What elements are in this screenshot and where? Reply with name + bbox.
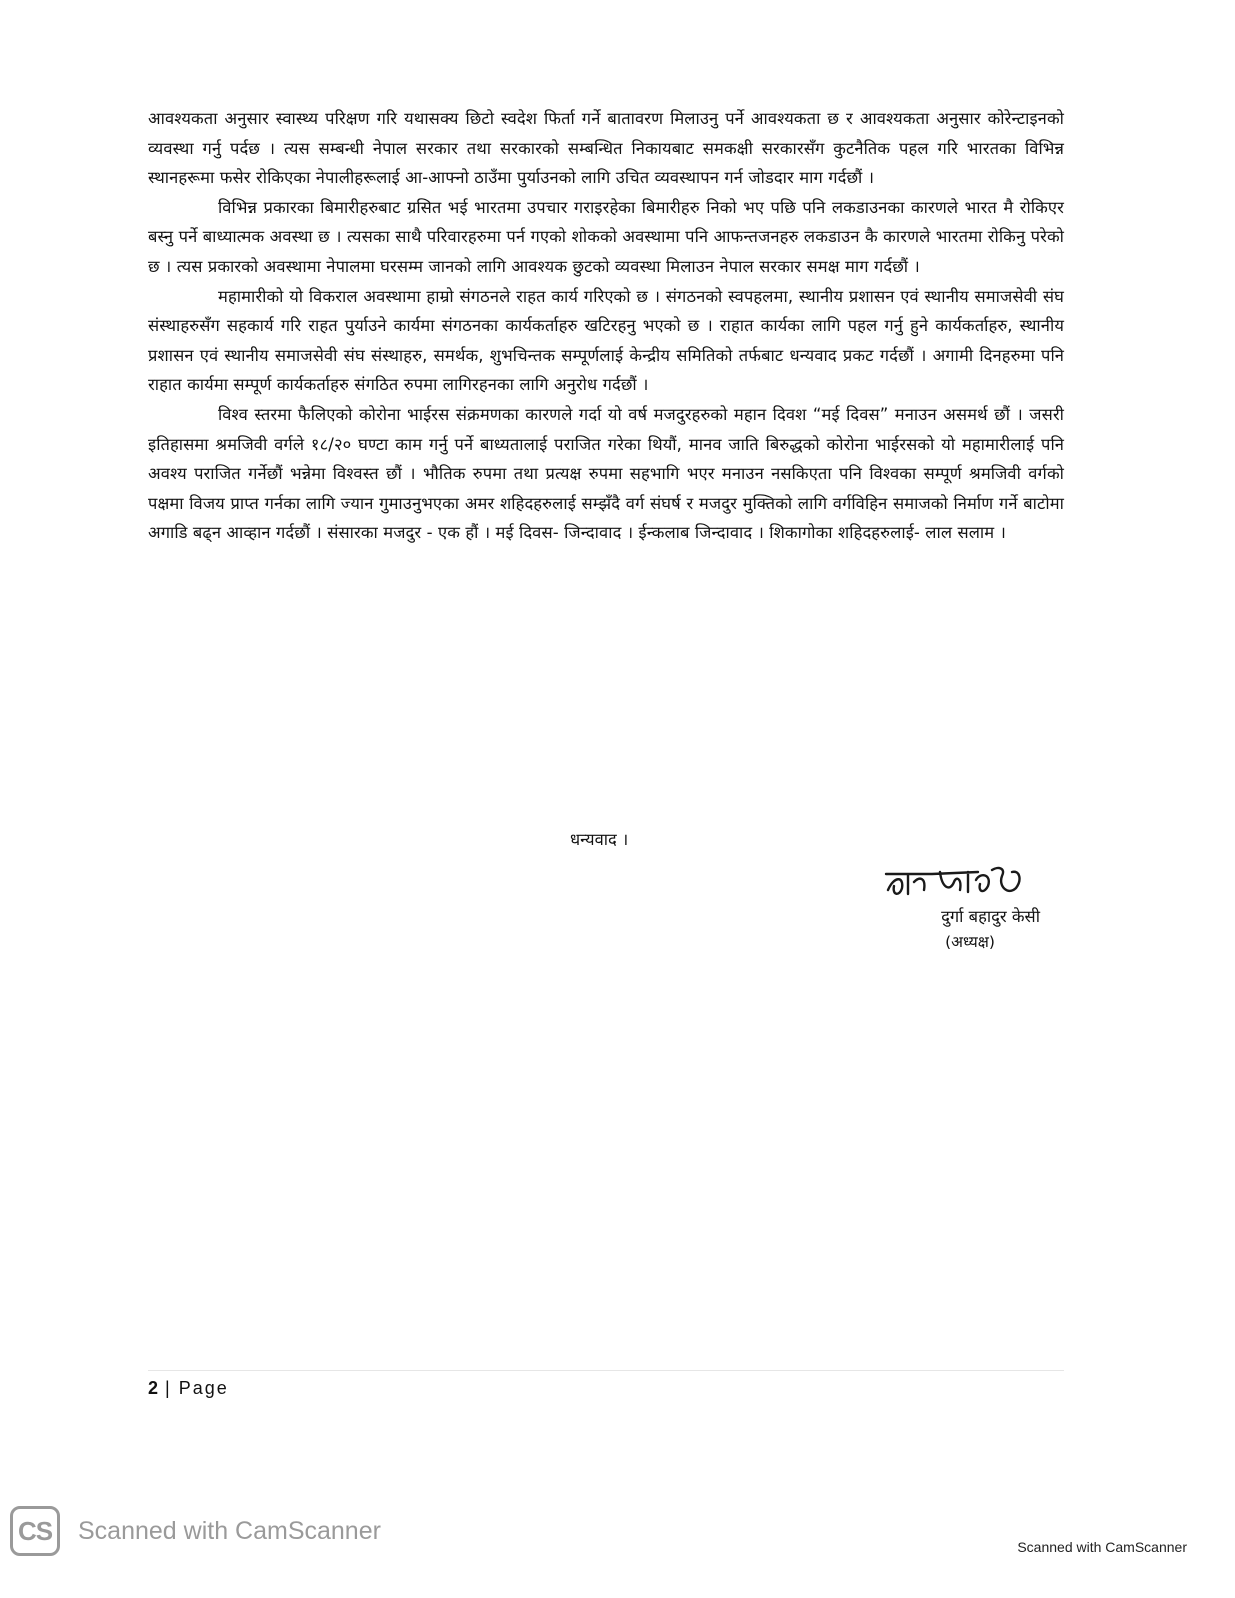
signer-name: दुर्गा बहादुर केसी <box>941 907 1040 926</box>
footer-divider <box>148 1370 1064 1371</box>
page-number-separator: | <box>165 1378 172 1398</box>
closing-thanks: धन्यवाद । <box>570 830 629 849</box>
camscanner-watermark <box>10 1503 381 1559</box>
camscanner-watermark-text: Scanned with CamScanner <box>78 1516 381 1545</box>
page-number-footer <box>148 1376 229 1400</box>
signer-title: (अध्यक्ष) <box>945 933 995 951</box>
paragraph-repatriation: आवश्यकता अनुसार स्वास्थ्य परिक्षण गरि यथासक्य छिटो स्वदेश फिर्ता गर्ने बातावरण मिलाउनु पर्ने आवश्यकता छ र आवश्यकता अनुसार कोरेन्टाइनको व्यवस्था गर्नु पर्दछ । त्यस सम्बन्धी नेपाल सरकार तथा सरकारको सम्बन्धित निकायबाट समकक्षी सरकारसँग कुटनैतिक पहल गरि भारतका विभिन्न स्थानहरूमा फसेर रोकिएका नेपालीहरूलाई आ-आफ्नो ठाउँमा पुर्याउनको लागि उचित व्यवस्थापन गर्न जोडदार माग गर्दछौं । <box>148 109 1064 188</box>
paragraph-relief-work: महामारीको यो विकराल अवस्थामा हाम्रो संगठनले राहत कार्य गरिएको छ । संगठनको स्वपहलमा, स्थानीय प्रशासन एवं स्थानीय समाजसेवी संघ संस्थाहरुसँग सहकार्य गरि राहत पुर्याउने कार्यमा संगठनका कार्यकर्ताहरु खटिरहनु भएको छ । राहात कार्यका लागि पहल गर्नु हुने कार्यकर्ताहरु, स्थानीय प्रशासन एवं स्थानीय समाजसेवी संघ संस्थाहरु, समर्थक, शुभचिन्तक सम्पूर्णलाई केन्द्रीय समितिको तर्फबाट धन्यवाद प्रकट गर्दछौं । अगामी दिनहरुमा पनि राहात कार्यमा सम्पूर्ण कार्यकर्ताहरु संगठित रुपमा लागिरहनका लागि अनुरोध गर्दछौं । <box>148 286 1064 395</box>
page-number: 2 <box>148 1378 159 1398</box>
camscanner-corner-text: Scanned with CamScanner <box>1017 1539 1187 1555</box>
paragraph-patients: विभिन्न प्रकारका बिमारीहरुबाट ग्रसित भई भारतमा उपचार गराइरहेका बिमारीहरु निको भए पछि पनि लकडाउनका कारणले भारत मै रोकिएर बस्नु पर्ने बाध्यात्मक अवस्था छ । त्यसका साथै परिवारहरुमा पर्न गएको शोकको अवस्थामा पनि आफन्तजनहरु लकडाउन कै कारणले भारतमा रोकिनु परेको छ । त्यस प्रकारको अवस्थामा नेपालमा घरसम्म जानको लागि आवश्यक छुटको व्यवस्था मिलाउन नेपाल सरकार समक्ष माग गर्दछौं । <box>148 197 1064 276</box>
handwritten-signature <box>880 862 1030 902</box>
page-label: Page <box>178 1378 229 1398</box>
camscanner-logo-icon: CS <box>10 1506 60 1556</box>
document-body <box>148 104 1064 548</box>
paragraph-may-day: विश्व स्तरमा फैलिएको कोरोना भाईरस संक्रमणका कारणले गर्दा यो वर्ष मजदुरहरुको महान दिवश “मई दिवस” मनाउन असमर्थ छौं । जसरी इतिहासमा श्रमजिवी वर्गले १८/२० घण्टा काम गर्नु पर्ने बाध्यतालाई पराजित गरेका थियौं, मानव जाति बिरुद्धको कोरोना भाईरसको यो महामारीलाई पनि अवश्य पराजित गर्नेछौं भन्नेमा विश्वस्त छौं । भौतिक रुपमा तथा प्रत्यक्ष रुपमा सहभागि भएर मनाउन नसकिएता पनि विश्वका सम्पूर्ण श्रमजिवी वर्गको पक्षमा विजय प्राप्त गर्नका लागि ज्यान गुमाउनुभएका अमर शहिदहरुलाई सम्झँदै वर्ग संघर्ष र मजदुर मुक्तिको लागि वर्गविहिन समाजको निर्माण गर्ने बाटोमा अगाडि बढ्न आव्हान गर्दछौं । संसारका मजदुर - एक हौं । मई दिवस- जिन्दावाद । ईन्कलाब जिन्दावाद । शिकागोका शहिदहरुलाई- लाल सलाम । <box>148 404 1064 543</box>
signature-block <box>880 862 1040 954</box>
